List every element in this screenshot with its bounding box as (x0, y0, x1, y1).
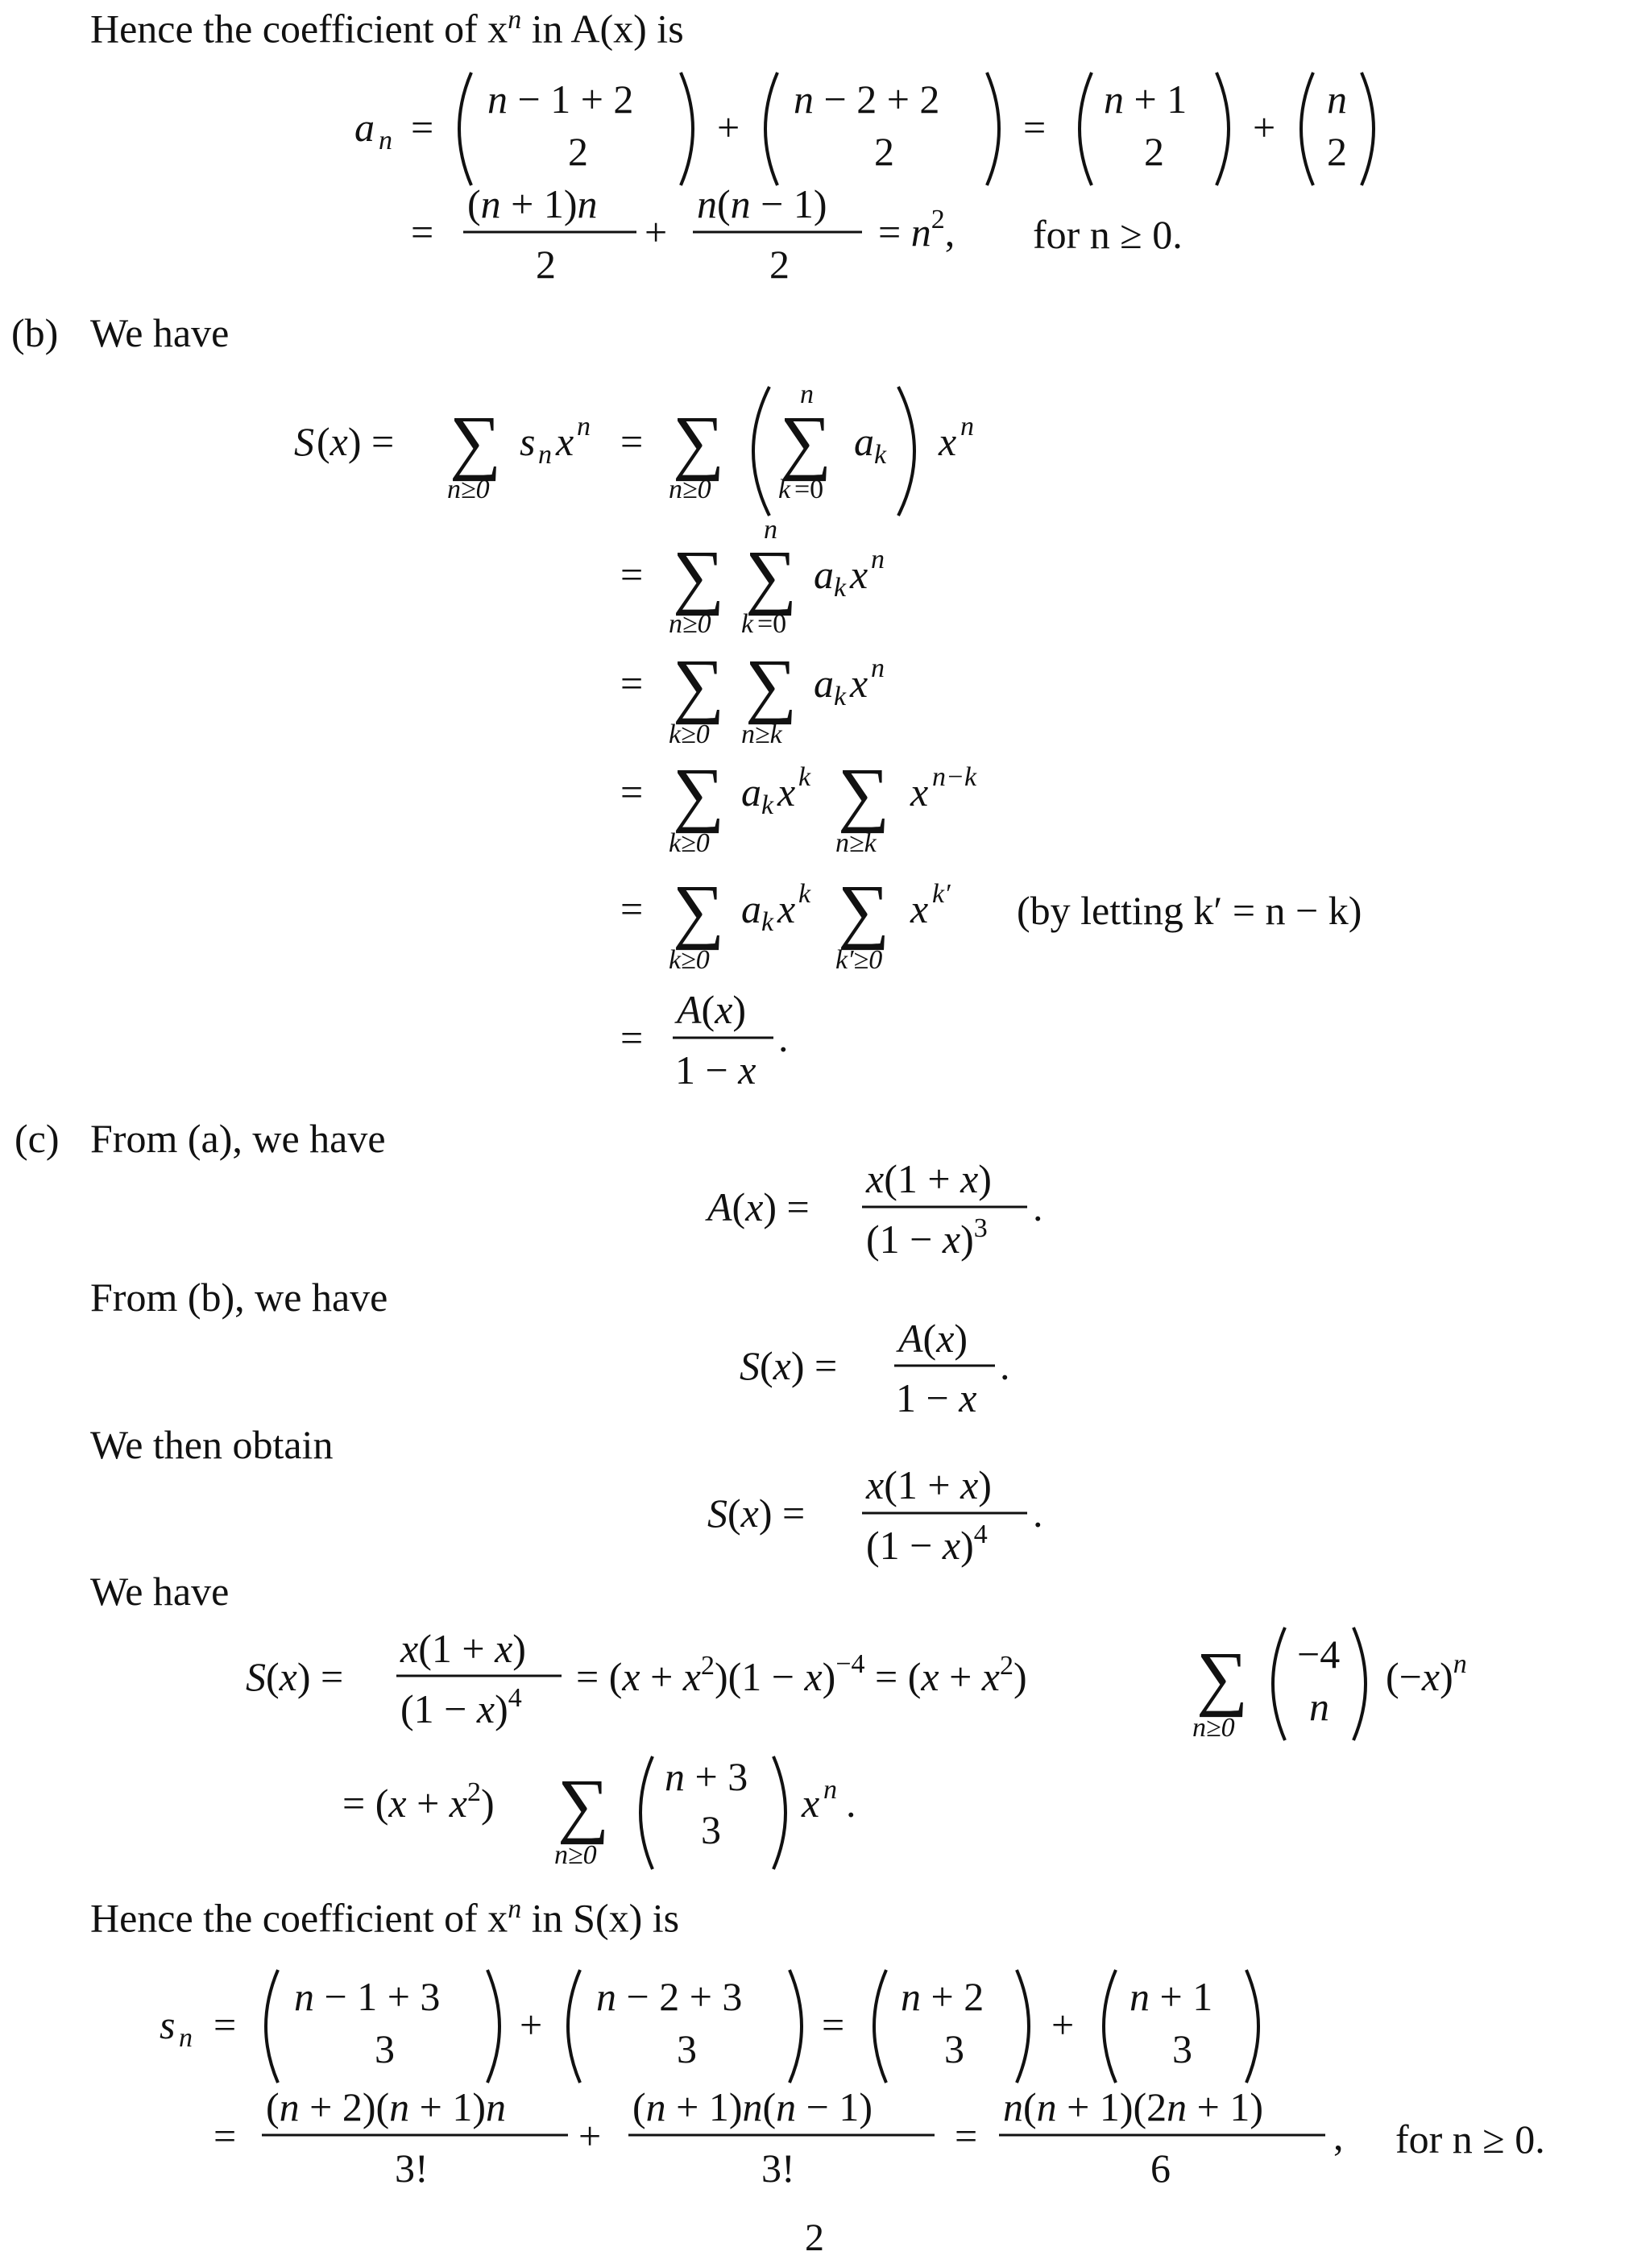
svg-text:k≥0: k≥0 (669, 828, 710, 858)
svg-text:+: + (520, 2002, 543, 2047)
svg-text:n: n (800, 379, 814, 409)
svg-text:∑: ∑ (838, 871, 890, 951)
svg-text:2: 2 (874, 129, 894, 174)
svg-text:k: k (741, 609, 754, 639)
svg-text:.: . (1033, 1184, 1043, 1229)
svg-text:n: n (538, 440, 552, 470)
svg-text:k: k (798, 762, 811, 792)
svg-text:n≥0: n≥0 (447, 475, 490, 504)
svg-text:n≥0: n≥0 (554, 1840, 597, 1870)
svg-text:∑: ∑ (673, 537, 725, 616)
svg-text:=: = (1023, 105, 1047, 150)
svg-text:(−x)n: $(-x)^n$ (1386, 1649, 1467, 1699)
svg-text:A(x) =: A(x) = (707, 1184, 810, 1229)
svg-text:n−k: n−k (932, 762, 977, 792)
svg-text:∑: ∑ (745, 645, 798, 725)
svg-text:n≥0: n≥0 (669, 475, 711, 504)
svg-text:x: x (850, 661, 868, 706)
svg-text:x: x (939, 419, 957, 464)
svg-text:n + 1: n + 1 (1130, 1974, 1213, 2019)
svg-text:+: + (1253, 105, 1276, 150)
svg-text:k′≥0: k′≥0 (835, 945, 883, 975)
svg-text:1 − x: 1 − x (675, 1047, 756, 1093)
svg-text:n(n − 1): n(n − 1) (697, 181, 827, 226)
svg-text:2: 2 (1327, 129, 1347, 174)
svg-text:n − 2 + 3: n − 2 + 3 (596, 1974, 743, 2019)
svg-text:.: . (846, 1781, 856, 1826)
hence-a-tail: in A(x) is (521, 6, 684, 52)
hence-a-text: Hence the coefficient of x (90, 6, 508, 52)
svg-text:k′: k′ (932, 879, 951, 909)
svg-text:n: n (1327, 77, 1347, 122)
svg-text:∑: ∑ (780, 402, 832, 482)
svg-text:k: k (761, 907, 774, 937)
svg-text:n: n (764, 515, 777, 545)
svg-text:n: n (179, 2023, 193, 2053)
svg-text:k≥0: k≥0 (669, 945, 710, 975)
svg-text:+: + (645, 209, 668, 255)
svg-text:k: k (834, 682, 847, 711)
svg-text:=: = (620, 886, 644, 931)
svg-text:n≥k: n≥k (741, 719, 782, 749)
part-b-label: (b) (11, 310, 59, 355)
svg-text:=: = (620, 552, 644, 597)
svg-text:2: 2 (1144, 129, 1164, 174)
svg-text:=: = (620, 661, 644, 706)
svg-text:a: a (814, 661, 834, 706)
svg-text:3: 3 (701, 1807, 721, 1852)
then-obtain-text: We then obtain (90, 1422, 334, 1467)
svg-text:n + 3: n + 3 (665, 1754, 748, 1799)
svg-text:= (x + x2): = $(x + x^2)$ (342, 1777, 495, 1826)
svg-text:=: = (213, 2002, 237, 2047)
svg-text:x: x (910, 769, 929, 815)
svg-text:3!: 3! (761, 2146, 795, 2191)
svg-text:n: n (960, 412, 974, 442)
svg-text:−4: −4 (1297, 1632, 1341, 1677)
from-b-text: From (b), we have (90, 1275, 388, 1320)
svg-text:3: 3 (677, 2026, 697, 2071)
svg-text:6: 6 (1150, 2146, 1171, 2191)
svg-text:2: 2 (536, 242, 556, 287)
svg-text:S(x) =: S(x) = (740, 1343, 838, 1388)
svg-text:=: = (213, 2113, 237, 2158)
svg-text:=0: =0 (757, 609, 787, 639)
svg-text:3: 3 (1172, 2026, 1192, 2071)
svg-text:S: S (294, 419, 314, 464)
svg-text:A(x): A(x) (677, 987, 747, 1032)
page-number: 2 (805, 2216, 824, 2259)
svg-text:a: a (814, 552, 834, 597)
svg-text:n≥0: n≥0 (669, 609, 711, 639)
svg-text:k: k (874, 440, 887, 470)
svg-text:2: 2 (769, 242, 790, 287)
svg-text:n: n (379, 126, 392, 155)
svg-text:k: k (778, 475, 791, 504)
svg-text:S(x) =: S(x) = (246, 1654, 344, 1699)
svg-text:∑: ∑ (1196, 1638, 1249, 1718)
svg-text:3!: 3! (395, 2146, 429, 2191)
svg-text:n≥k: n≥k (835, 828, 877, 858)
svg-text:a: a (854, 419, 874, 464)
for-n-ge-0-a: for n ≥ 0. (1033, 212, 1183, 257)
we-have-2-text: We have (90, 1569, 230, 1614)
svg-text:=: = (411, 105, 434, 150)
svg-text:=: = (620, 419, 644, 464)
for-n-ge-0-c: for n ≥ 0. (1395, 2117, 1545, 2162)
svg-text:= n2,: = $n^2$, (878, 205, 955, 255)
part-c-label: (c) (15, 1116, 60, 1161)
svg-text:a: a (741, 769, 761, 815)
svg-text:a: a (354, 105, 375, 150)
svg-text:(n + 1)n: (n + 1)n (467, 181, 598, 226)
svg-text:n: n (871, 545, 885, 574)
svg-text:+: + (578, 2113, 602, 2158)
svg-text:s: s (520, 419, 536, 464)
svg-text:3: 3 (375, 2026, 395, 2071)
svg-text:x: x (777, 886, 796, 931)
svg-text:x: x (556, 419, 574, 464)
svg-text:=: = (955, 2113, 978, 2158)
svg-text:=: = (620, 769, 644, 815)
svg-text:A(x): A(x) (898, 1316, 968, 1361)
svg-text:S(x) =: S(x) = (707, 1491, 806, 1536)
svg-text:(n + 1)n(n − 1): (n + 1)n(n − 1) (632, 2084, 873, 2129)
svg-text:k: k (798, 879, 811, 909)
hence-s-tail: in S(x) is (521, 1895, 680, 1941)
svg-text:(1 − x)4: $(1 - x)^4$ (400, 1683, 522, 1731)
svg-text:∑: ∑ (673, 871, 725, 951)
svg-text:x: x (777, 769, 796, 815)
part-b-text: We have (90, 310, 230, 355)
svg-text:= (x + x2)(1 − x)−4 = (x + x2): = $(x + x^2)(1 - x)^{-4} = (x + x^2)$ (576, 1649, 1027, 1699)
svg-text:,: , (1333, 2113, 1344, 2158)
svg-text:k≥0: k≥0 (669, 719, 710, 749)
svg-text:n − 1 + 3: n − 1 + 3 (294, 1974, 441, 2019)
svg-text:(n + 2)(n + 1)n: (n + 2)(n + 1)n (266, 2084, 507, 2129)
svg-text:s: s (160, 2002, 176, 2047)
svg-text:=0: =0 (794, 475, 824, 504)
hence-coefficient-a: Hence the coefficient of $x^n$ in A(x) is (90, 5, 684, 52)
svg-text:+: + (1051, 2002, 1075, 2047)
svg-text:1 − x: 1 − x (896, 1375, 977, 1420)
part-c-text: From (a), we have (90, 1116, 386, 1161)
svg-text:3: 3 (944, 2026, 964, 2071)
svg-text:=: = (822, 2002, 845, 2047)
svg-text:∑: ∑ (673, 645, 725, 725)
svg-text:∑: ∑ (745, 537, 798, 616)
svg-text:n: n (871, 653, 885, 683)
svg-text:x(1 + x): x(1 + x) (866, 1462, 992, 1507)
svg-text:n + 1: n + 1 (1104, 77, 1188, 122)
svg-text:+: + (717, 105, 740, 150)
hence-s-text: Hence the coefficient of x (90, 1895, 508, 1941)
by-letting-note: (by letting k′ = n − k) (1017, 888, 1362, 933)
svg-text:2: 2 (568, 129, 588, 174)
svg-text:.: . (1000, 1343, 1010, 1388)
svg-text:n≥0: n≥0 (1192, 1713, 1235, 1743)
svg-text:n: n (823, 1775, 837, 1805)
svg-text:x(1 + x): x(1 + x) (866, 1156, 992, 1201)
svg-text:k: k (761, 790, 774, 820)
hence-coefficient-s: Hence the coefficient of $x^n$ in S(x) is (90, 1894, 680, 1941)
svg-text:∑: ∑ (450, 402, 502, 482)
svg-text:n: n (577, 412, 591, 442)
svg-text:∑: ∑ (838, 754, 890, 834)
svg-text:x(1 + x): x(1 + x) (400, 1626, 526, 1671)
svg-text:a: a (741, 886, 761, 931)
svg-text:∑: ∑ (558, 1765, 610, 1845)
svg-text:=: = (411, 209, 434, 255)
svg-text:x: x (802, 1781, 820, 1826)
svg-text:n(n + 1)(2n + 1): n(n + 1)(2n + 1) (1003, 2084, 1264, 2129)
svg-text:.: . (1033, 1491, 1043, 1536)
svg-text:n − 2 + 2: n − 2 + 2 (794, 77, 940, 122)
svg-text:(1 − x)4: $(1 - x)^4$ (866, 1520, 988, 1568)
svg-text:n: n (1309, 1684, 1329, 1729)
svg-text:x: x (850, 552, 868, 597)
svg-text:.: . (778, 1015, 789, 1060)
svg-text:∑: ∑ (673, 402, 725, 482)
svg-text:n + 2: n + 2 (901, 1974, 984, 2019)
svg-text:∑: ∑ (673, 754, 725, 834)
svg-text:(1 − x)3: $(1 - x)^3$ (866, 1213, 988, 1262)
svg-text:x: x (910, 886, 929, 931)
svg-text:n − 1 + 2: n − 1 + 2 (487, 77, 634, 122)
svg-text:k: k (834, 573, 847, 603)
svg-text:=: = (620, 1015, 644, 1060)
svg-text:(x) =: (x) = (317, 419, 395, 464)
